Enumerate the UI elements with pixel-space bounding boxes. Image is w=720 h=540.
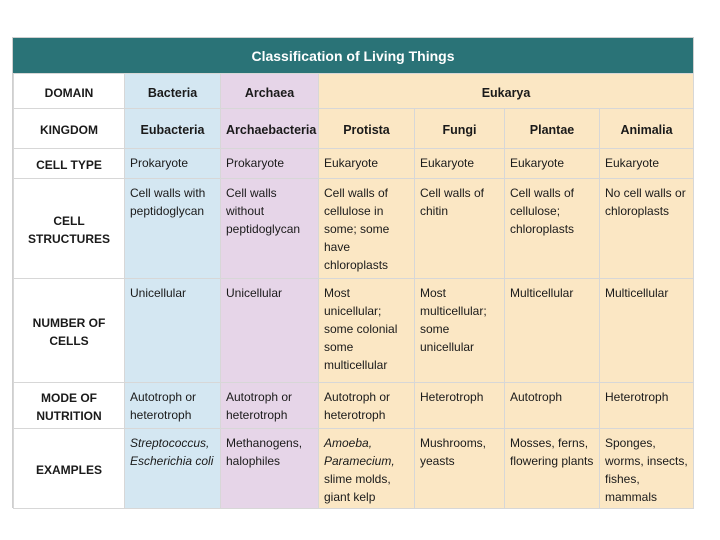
table-row — [14, 383, 694, 429]
nutrition-bacteria: Autotroph or heterotroph — [125, 383, 221, 429]
row-header-mode-of-nutrition: MODE OF NUTRITION — [14, 383, 125, 429]
kingdom-fungi: Fungi — [415, 109, 505, 149]
cell-type-bacteria: Prokaryote — [125, 149, 221, 179]
classification-table-card — [12, 37, 694, 508]
kingdom-animalia: Animalia — [600, 109, 694, 149]
examples-animalia: Sponges, worms, insects, fishes, mammals — [600, 429, 694, 509]
nutrition-fungi: Heterotroph — [415, 383, 505, 429]
row-header-kingdom: KINGDOM — [14, 109, 125, 149]
nutrition-animalia: Heterotroph — [600, 383, 694, 429]
domain-archaea: Archaea — [221, 74, 319, 109]
cell-structures-bacteria: Cell walls with peptidoglycan — [125, 179, 221, 279]
domain-eukarya: Eukarya — [319, 74, 694, 109]
kingdom-eubacteria: Eubacteria — [125, 109, 221, 149]
nutrition-protista: Autotroph or heterotroph — [319, 383, 415, 429]
cell-structures-archaea: Cell walls without peptidoglycan — [221, 179, 319, 279]
number-of-cells-animalia: Multicellular — [600, 279, 694, 383]
table-row — [14, 179, 694, 279]
number-of-cells-bacteria: Unicellular — [125, 279, 221, 383]
table-row — [14, 429, 694, 509]
domain-bacteria: Bacteria — [125, 74, 221, 109]
cell-structures-plantae: Cell walls of cellulose; chloroplasts — [505, 179, 600, 279]
cell-type-animalia: Eukaryote — [600, 149, 694, 179]
cell-type-plantae: Eukaryote — [505, 149, 600, 179]
classification-table — [13, 73, 694, 509]
examples-protista-italic: Amoeba, Paramecium, — [324, 436, 395, 468]
cell-type-fungi: Eukaryote — [415, 149, 505, 179]
examples-archaea: Methanogens, halophiles — [221, 429, 319, 509]
number-of-cells-protista: Most unicellular; some colonial some multicellular — [319, 279, 415, 383]
nutrition-archaea: Autotroph or heterotroph — [221, 383, 319, 429]
row-header-domain: DOMAIN — [14, 74, 125, 109]
row-header-cell-structures: CELL STRUCTURES — [14, 179, 125, 279]
examples-plantae: Mosses, ferns, flowering plants — [505, 429, 600, 509]
cell-type-protista: Eukaryote — [319, 149, 415, 179]
row-header-cell-type: CELL TYPE — [14, 149, 125, 179]
table-title: Classification of Living Things — [13, 38, 693, 73]
row-header-examples: EXAMPLES — [14, 429, 125, 509]
nutrition-plantae: Autotroph — [505, 383, 600, 429]
number-of-cells-archaea: Unicellular — [221, 279, 319, 383]
cell-structures-fungi: Cell walls of chitin — [415, 179, 505, 279]
cell-structures-animalia: No cell walls or chloroplasts — [600, 179, 694, 279]
number-of-cells-plantae: Multicellular — [505, 279, 600, 383]
cell-structures-protista: Cell walls of cellulose in some; some have chloroplasts — [319, 179, 415, 279]
table-row — [14, 279, 694, 383]
examples-protista — [319, 429, 415, 509]
cell-type-archaea: Prokaryote — [221, 149, 319, 179]
kingdom-archaebacteria: Archaebacteria — [221, 109, 319, 149]
examples-fungi: Mushrooms, yeasts — [415, 429, 505, 509]
table-row — [14, 109, 694, 149]
kingdom-plantae: Plantae — [505, 109, 600, 149]
table-row — [14, 74, 694, 109]
examples-bacteria: Streptococcus, Escherichia coli — [125, 429, 221, 509]
row-header-number-of-cells: NUMBER OF CELLS — [14, 279, 125, 383]
kingdom-protista: Protista — [319, 109, 415, 149]
examples-protista-rest: slime molds, giant kelp — [324, 472, 391, 504]
number-of-cells-fungi: Most multicellular; some unicellular — [415, 279, 505, 383]
table-row — [14, 149, 694, 179]
